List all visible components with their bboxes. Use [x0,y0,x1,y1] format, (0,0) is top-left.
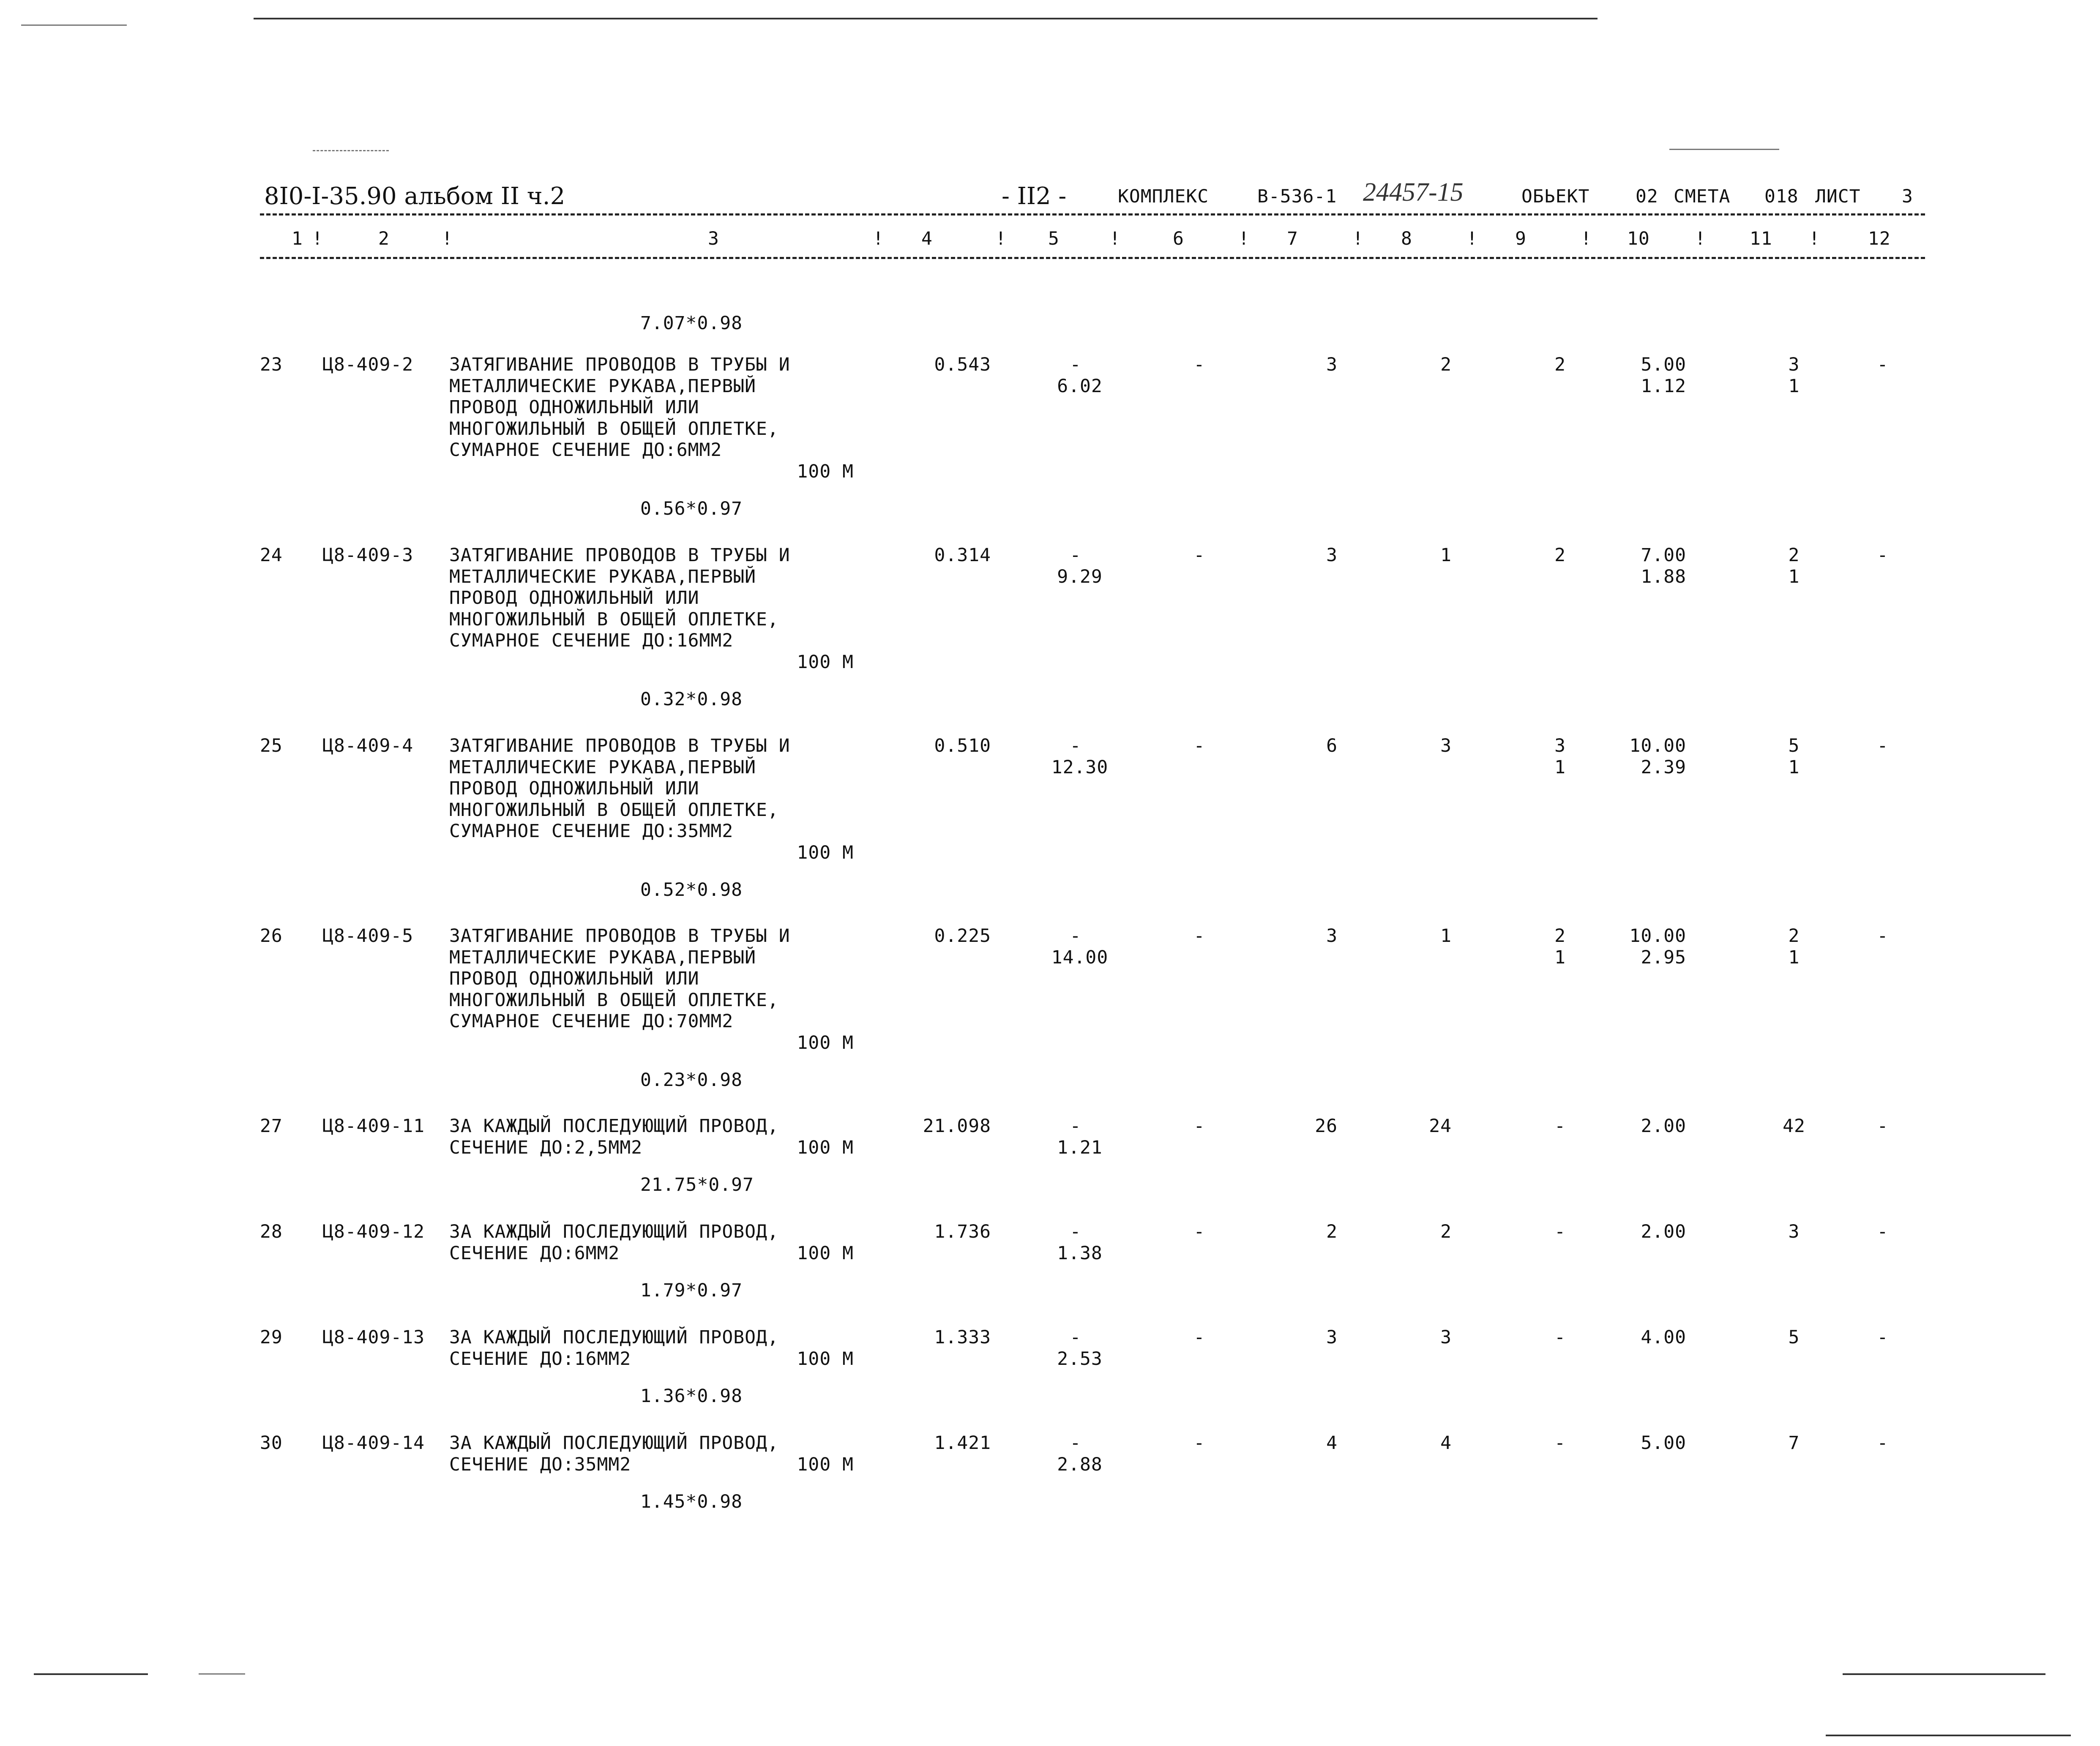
cell-col5-top: - [1070,1116,1081,1137]
row-unit: 100 М [797,1454,854,1475]
cell-col4: 0.314 [934,545,991,566]
column-separator: ! [995,228,1007,249]
list-value: 3 [1902,186,1913,207]
cell-col11-bottom: 1 [1788,566,1800,587]
row-number: 30 [260,1432,283,1454]
row-unit: 100 М [797,1348,854,1370]
row-description-line: МЕТАЛЛИЧЕСКИЕ РУКАВА,ПЕРВЫЙ [449,756,756,778]
cell-col5-bottom: 6.02 [1057,375,1103,397]
row-number: 26 [260,925,283,947]
cell-col9-top: - [1554,1116,1566,1137]
cell-col6: - [1193,925,1205,947]
cell-col11-top: 2 [1788,925,1800,947]
doc-reference: 8I0-I-35.90 альбом II ч.2 [264,183,565,210]
cell-col12: - [1877,735,1889,756]
cell-col6: - [1193,735,1205,756]
cell-col5-top: - [1070,354,1081,375]
cell-col4: 1.421 [934,1432,991,1454]
header-divider-top [260,213,1925,216]
row-unit: 100 М [797,651,854,673]
cell-col5-bottom: 12.30 [1051,756,1109,778]
column-header-3: 3 [708,228,719,249]
scan-bottom-rule-left2 [199,1673,245,1675]
column-header-5: 5 [1048,228,1060,249]
row-description-line: СЕЧЕНИЕ ДО:16ММ2 [449,1348,631,1370]
column-header-10: 10 [1627,228,1650,249]
row-description-line: ПРОВОД ОДНОЖИЛЬНЫЙ ИЛИ [449,778,699,799]
scan-top-rule [254,18,1598,19]
cell-col11-bottom: 1 [1788,756,1800,778]
cell-col11-top: 42 [1783,1116,1805,1137]
cell-col7: 26 [1315,1116,1338,1137]
cell-col10-top: 7.00 [1641,545,1686,566]
row-description-line: ЗА КАЖДЫЙ ПОСЛЕДУЮЩИЙ ПРОВОД, [449,1432,779,1454]
row-formula: 1.36*0.98 [640,1386,743,1407]
column-separator: ! [1581,228,1592,249]
cell-col12: - [1877,545,1889,566]
cell-col12: - [1877,1432,1889,1454]
row-code: Ц8-409-3 [322,545,414,566]
row-code: Ц8-409-14 [322,1432,425,1454]
list-label: ЛИСТ [1815,186,1861,207]
object-value: 02 [1636,186,1658,207]
cell-col8: 24 [1429,1116,1452,1137]
row-description-line: СЕЧЕНИЕ ДО:35ММ2 [449,1454,631,1475]
cell-col8: 1 [1440,545,1452,566]
cell-col6: - [1193,1221,1205,1242]
cell-col8: 2 [1440,1221,1452,1242]
cell-col9-bottom: 1 [1554,756,1566,778]
row-number: 28 [260,1221,283,1242]
cell-col4: 1.333 [934,1327,991,1348]
cell-col5-bottom: 2.88 [1057,1454,1103,1475]
cell-col4: 0.225 [934,925,991,947]
cell-col5-top: - [1070,545,1081,566]
row-description-line: ЗА КАЖДЫЙ ПОСЛЕДУЮЩИЙ ПРОВОД, [449,1327,779,1348]
complex-label: КОМПЛЕКС [1118,186,1209,207]
cell-col7: 2 [1326,1221,1338,1242]
row-description-line: МНОГОЖИЛЬНЫЙ В ОБЩЕЙ ОПЛЕТКЕ, [449,989,779,1011]
cell-col6: - [1193,1432,1205,1454]
cell-col10-top: 10.00 [1629,735,1686,756]
cell-col11-bottom: 1 [1788,375,1800,397]
cell-col7: 6 [1326,735,1338,756]
cell-col9-top: - [1554,1221,1566,1242]
row-description-line: СУМАРНОЕ СЕЧЕНИЕ ДО:6ММ2 [449,439,722,461]
cell-col8: 1 [1440,925,1452,947]
cell-col9-top: - [1554,1327,1566,1348]
cell-col5-bottom: 1.21 [1057,1137,1103,1158]
row-number: 24 [260,545,283,566]
cell-col11-bottom: 1 [1788,947,1800,968]
cell-col11-top: 5 [1788,735,1800,756]
cell-col11-top: 3 [1788,1221,1800,1242]
cell-col7: 3 [1326,925,1338,947]
row-formula: 0.23*0.98 [640,1069,743,1091]
row-description-line: МЕТАЛЛИЧЕСКИЕ РУКАВА,ПЕРВЫЙ [449,947,756,968]
scan-bottom-rule-right2 [1826,1735,2071,1736]
leading-formula: 7.07*0.98 [640,313,743,334]
cell-col12: - [1877,1327,1889,1348]
row-formula: 0.56*0.97 [640,498,743,519]
row-formula: 1.79*0.97 [640,1280,743,1301]
cell-col5-bottom: 14.00 [1051,947,1109,968]
row-description-line: ПРОВОД ОДНОЖИЛЬНЫЙ ИЛИ [449,587,699,608]
row-description-line: ПРОВОД ОДНОЖИЛЬНЫЙ ИЛИ [449,397,699,418]
cell-col9-bottom: 1 [1554,947,1566,968]
row-number: 23 [260,354,283,375]
cell-col7: 3 [1326,545,1338,566]
cell-col5-top: - [1070,925,1081,947]
cell-col7: 3 [1326,1327,1338,1348]
cell-col9-top: - [1554,1432,1566,1454]
column-header-11: 11 [1750,228,1772,249]
cell-col9-top: 2 [1554,354,1566,375]
row-description-line: СЕЧЕНИЕ ДО:6ММ2 [449,1242,620,1264]
row-formula: 1.45*0.98 [640,1491,743,1512]
row-description-line: МЕТАЛЛИЧЕСКИЕ РУКАВА,ПЕРВЫЙ [449,375,756,397]
column-header-2: 2 [378,228,390,249]
cell-col6: - [1193,1116,1205,1137]
cell-col12: - [1877,354,1889,375]
row-unit: 100 М [797,1242,854,1264]
row-description-line: ЗАТЯГИВАНИЕ ПРОВОДОВ В ТРУБЫ И [449,925,790,947]
cell-col9-top: 3 [1554,735,1566,756]
cell-col11-top: 5 [1788,1327,1800,1348]
cell-col11-top: 3 [1788,354,1800,375]
scan-dash-2 [1669,149,1779,150]
column-separator: ! [1352,228,1364,249]
cell-col10-bottom: 2.39 [1641,756,1686,778]
row-description-line: МЕТАЛЛИЧЕСКИЕ РУКАВА,ПЕРВЫЙ [449,566,756,587]
cell-col8: 3 [1440,735,1452,756]
column-separator: ! [1695,228,1706,249]
row-description-line: ЗА КАЖДЫЙ ПОСЛЕДУЮЩИЙ ПРОВОД, [449,1116,779,1137]
row-formula: 0.52*0.98 [640,879,743,900]
cell-col10-top: 10.00 [1629,925,1686,947]
cell-col4: 21.098 [923,1116,991,1137]
row-description-line: МНОГОЖИЛЬНЫЙ В ОБЩЕЙ ОПЛЕТКЕ, [449,799,779,821]
object-label: ОБЬЕКТ [1521,186,1590,207]
smeta-label: СМЕТА [1674,186,1731,207]
cell-col8: 4 [1440,1432,1452,1454]
cell-col9-top: 2 [1554,925,1566,947]
cell-col4: 1.736 [934,1221,991,1242]
column-separator: ! [312,228,323,249]
row-code: Ц8-409-11 [322,1116,425,1137]
row-unit: 100 М [797,1137,854,1158]
column-header-1: 1 [292,228,303,249]
column-header-4: 4 [921,228,933,249]
cell-col5-top: - [1070,1221,1081,1242]
row-code: Ц8-409-13 [322,1327,425,1348]
row-code: Ц8-409-4 [322,735,414,756]
cell-col10-top: 5.00 [1641,354,1686,375]
row-number: 25 [260,735,283,756]
row-description-line: МНОГОЖИЛЬНЫЙ В ОБЩЕЙ ОПЛЕТКЕ, [449,418,779,439]
cell-col6: - [1193,1327,1205,1348]
smeta-value: 018 [1764,186,1799,207]
row-formula: 21.75*0.97 [640,1174,754,1195]
row-formula: 0.32*0.98 [640,689,743,710]
cell-col5-top: - [1070,1432,1081,1454]
row-description-line: ЗАТЯГИВАНИЕ ПРОВОДОВ В ТРУБЫ И [449,545,790,566]
cell-col10-bottom: 2.95 [1641,947,1686,968]
row-unit: 100 М [797,1032,854,1053]
cell-col8: 3 [1440,1327,1452,1348]
cell-col10-top: 2.00 [1641,1221,1686,1242]
cell-col5-top: - [1070,1327,1081,1348]
handwritten-number: 24457-15 [1363,178,1464,207]
cell-col5-top: - [1070,735,1081,756]
cell-col11-top: 2 [1788,545,1800,566]
cell-col5-bottom: 1.38 [1057,1242,1103,1264]
column-separator: ! [442,228,453,249]
column-separator: ! [1109,228,1121,249]
column-separator: ! [1809,228,1820,249]
cell-col8: 2 [1440,354,1452,375]
cell-col10-bottom: 1.88 [1641,566,1686,587]
row-description-line: МНОГОЖИЛЬНЫЙ В ОБЩЕЙ ОПЛЕТКЕ, [449,608,779,630]
row-description-line: СУМАРНОЕ СЕЧЕНИЕ ДО:70ММ2 [449,1011,734,1032]
cell-col12: - [1877,1116,1889,1137]
cell-col7: 3 [1326,354,1338,375]
cell-col10-bottom: 1.12 [1641,375,1686,397]
cell-col4: 0.543 [934,354,991,375]
cell-col5-bottom: 2.53 [1057,1348,1103,1370]
complex-value: В-536-1 [1257,186,1337,207]
row-code: Ц8-409-2 [322,354,414,375]
row-code: Ц8-409-5 [322,925,414,947]
cell-col6: - [1193,354,1205,375]
row-number: 29 [260,1327,283,1348]
cell-col11-top: 7 [1788,1432,1800,1454]
cell-col9-top: 2 [1554,545,1566,566]
cell-col10-top: 2.00 [1641,1116,1686,1137]
row-number: 27 [260,1116,283,1137]
cell-col4: 0.510 [934,735,991,756]
row-description-line: ПРОВОД ОДНОЖИЛЬНЫЙ ИЛИ [449,968,699,989]
column-separator: ! [873,228,884,249]
row-description-line: ЗА КАЖДЫЙ ПОСЛЕДУЮЩИЙ ПРОВОД, [449,1221,779,1242]
column-header-12: 12 [1868,228,1891,249]
column-header-6: 6 [1173,228,1184,249]
cell-col12: - [1877,925,1889,947]
row-unit: 100 М [797,842,854,863]
scan-bottom-rule-left [34,1673,148,1675]
scan-dash-1 [313,150,389,151]
row-description-line: СУМАРНОЕ СЕЧЕНИЕ ДО:16ММ2 [449,630,734,651]
row-unit: 100 М [797,461,854,482]
column-header-8: 8 [1401,228,1412,249]
row-description-line: ЗАТЯГИВАНИЕ ПРОВОДОВ В ТРУБЫ И [449,354,790,375]
cell-col10-top: 5.00 [1641,1432,1686,1454]
cell-col6: - [1193,545,1205,566]
column-header-7: 7 [1287,228,1298,249]
page-number: - II2 - [1002,183,1067,210]
cell-col5-bottom: 9.29 [1057,566,1103,587]
row-description-line: ЗАТЯГИВАНИЕ ПРОВОДОВ В ТРУБЫ И [449,735,790,756]
column-separator: ! [1238,228,1250,249]
column-separator: ! [1466,228,1478,249]
cell-col7: 4 [1326,1432,1338,1454]
row-description-line: СЕЧЕНИЕ ДО:2,5ММ2 [449,1137,643,1158]
header-divider-bottom [260,257,1925,259]
scan-bottom-rule-right [1843,1673,2045,1675]
cell-col10-top: 4.00 [1641,1327,1686,1348]
scan-top-rule-left [21,25,127,26]
row-description-line: СУМАРНОЕ СЕЧЕНИЕ ДО:35ММ2 [449,821,734,842]
column-header-9: 9 [1515,228,1527,249]
cell-col12: - [1877,1221,1889,1242]
row-code: Ц8-409-12 [322,1221,425,1242]
